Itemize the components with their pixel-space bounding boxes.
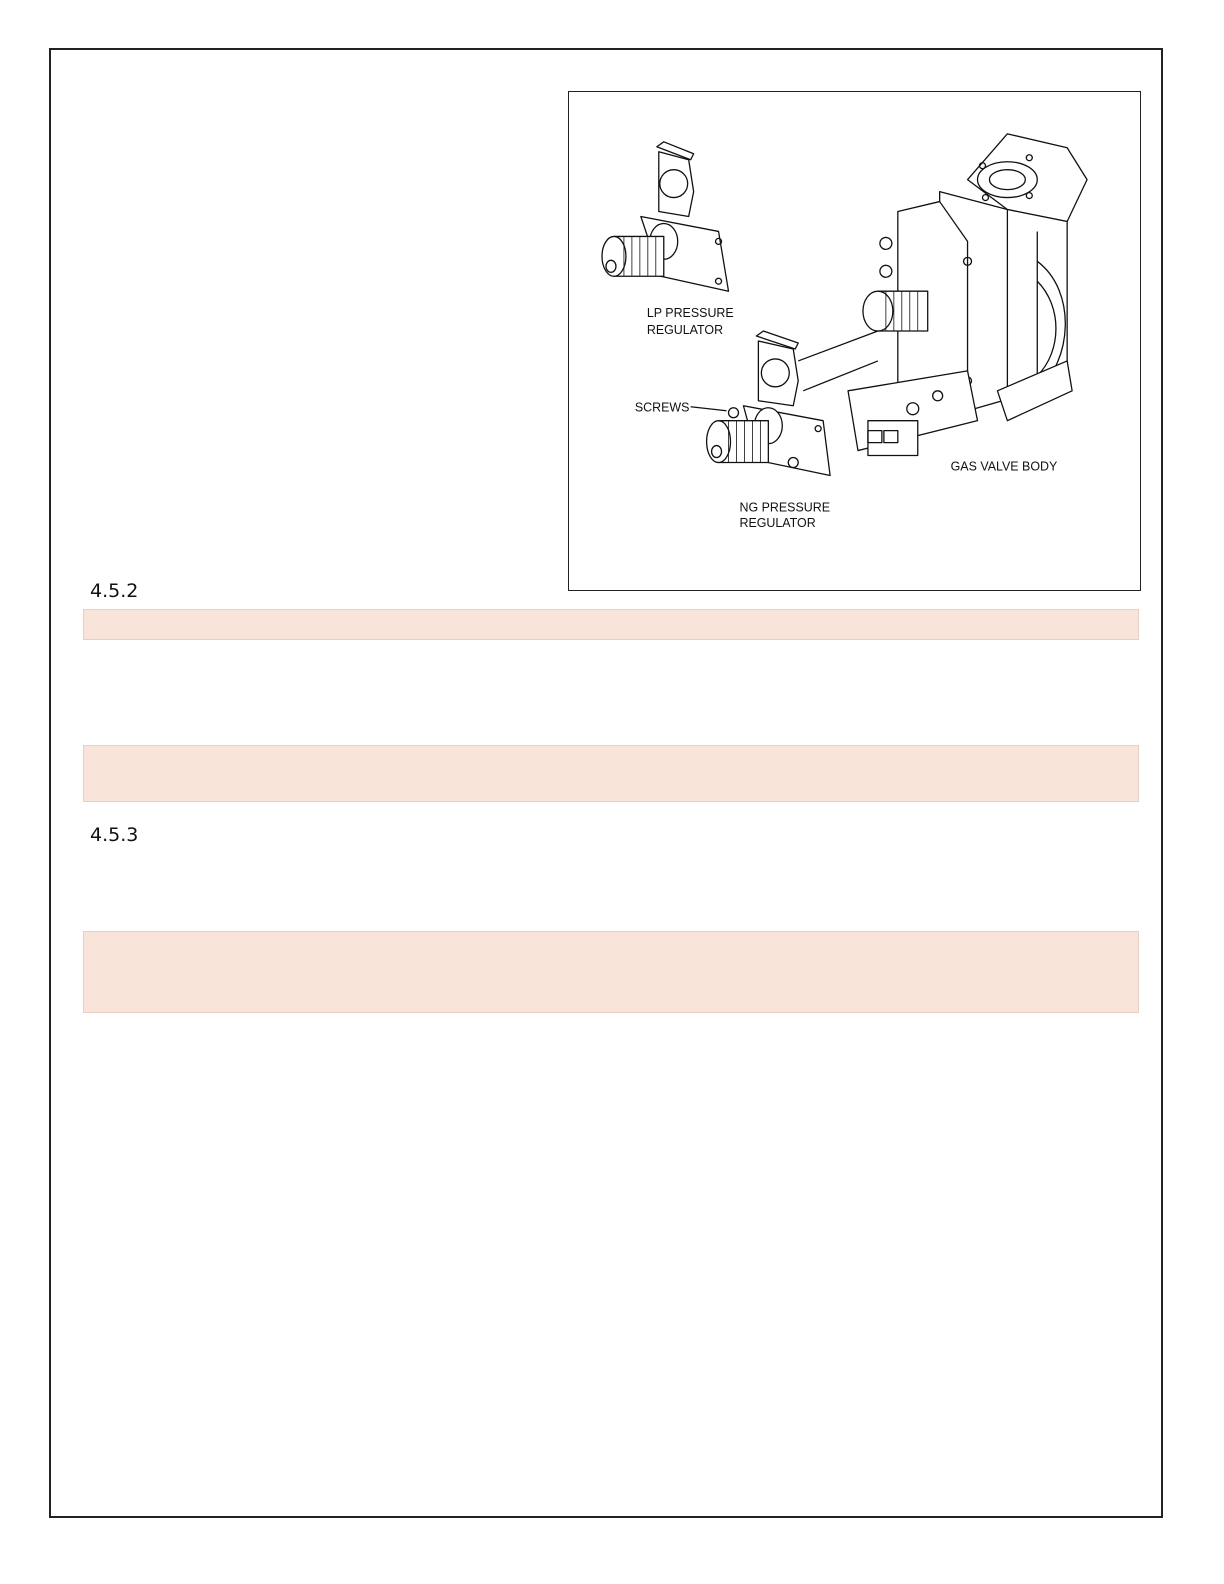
gas-valve-body-label: GAS VALVE BODY	[950, 459, 1058, 474]
callout-box-1	[83, 609, 1139, 640]
callout-box-3	[83, 931, 1139, 1013]
ng-regulator-drawing	[691, 331, 830, 475]
callout-box-2	[83, 745, 1139, 802]
screws-label: SCREWS	[634, 400, 690, 415]
section-number-4-5-2: 4.5.2	[90, 580, 139, 602]
section-number-4-5-3: 4.5.3	[90, 824, 139, 846]
lp-label-line1: LP PRESSURE	[646, 306, 734, 321]
gas-valve-diagram	[569, 92, 1140, 590]
gas-valve-figure	[568, 91, 1141, 591]
lp-label-line2: REGULATOR	[646, 323, 724, 338]
ng-label-line1: NG PRESSURE	[739, 500, 831, 515]
ng-label-line2: REGULATOR	[739, 516, 816, 531]
lp-regulator-drawing	[602, 142, 728, 291]
gas-valve-body-drawing	[798, 134, 1087, 456]
